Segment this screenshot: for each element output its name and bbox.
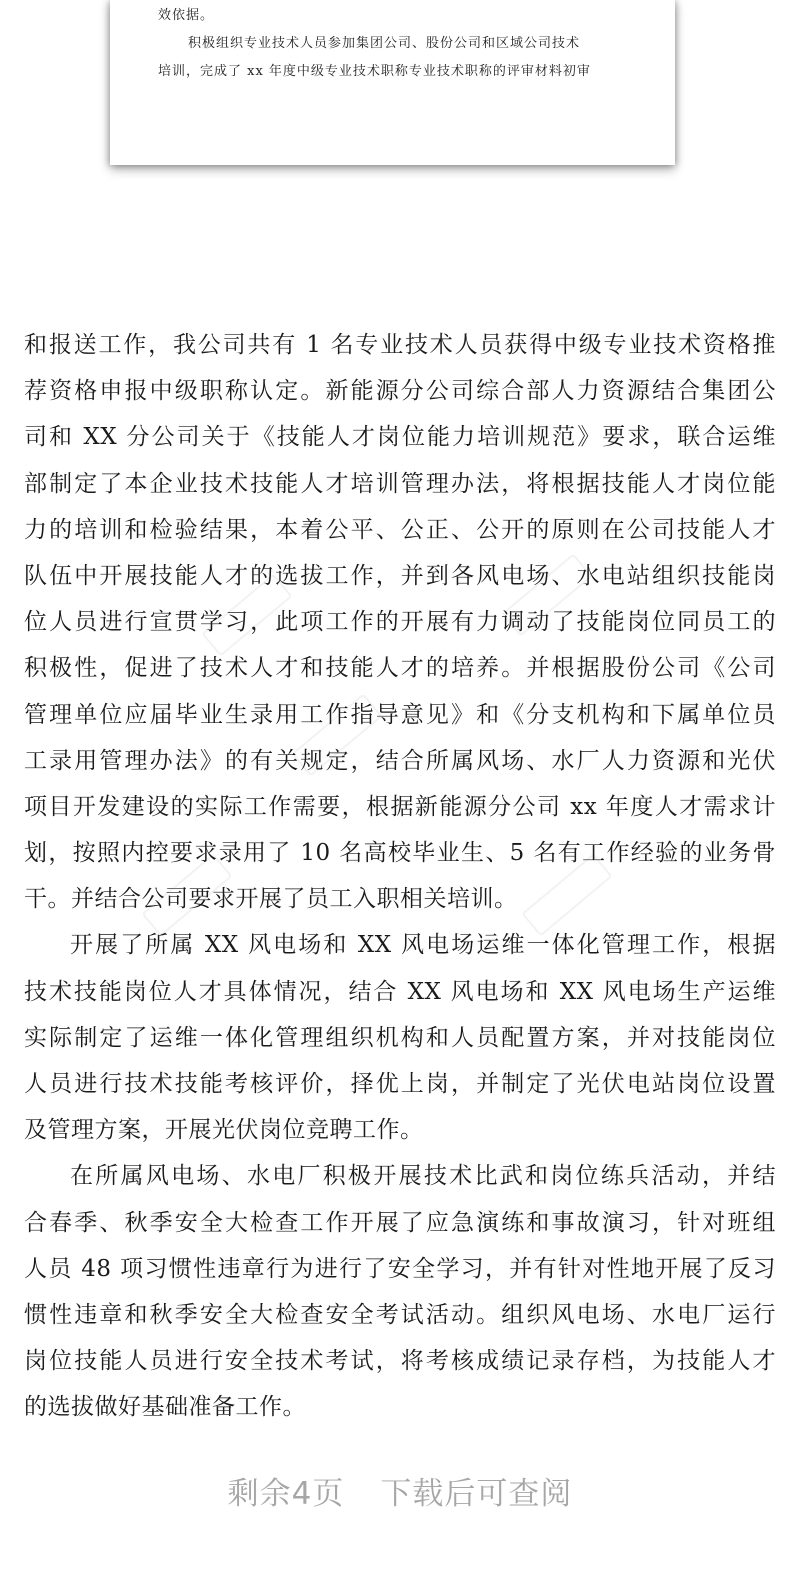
body-line: 的选拔做好基础准备工作。 — [24, 1394, 306, 1421]
body-line: 人员进行技术技能考核评价，择优上岗，并制定了光伏电站岗位设置 — [24, 1071, 776, 1097]
remaining-pages-notice[interactable] — [0, 1468, 800, 1513]
body-line: 人员 48 项习惯性违章行为进行了安全学习，并有针对性地开展了反习 — [24, 1255, 776, 1282]
body-line: 工录用管理办法》的有关规定，结合所属风场、水厂人力资源和光伏 — [24, 747, 776, 774]
body-line: 岗位技能人员进行安全技术考试，将考核成绩记录存档，为技能人才 — [24, 1348, 776, 1375]
body-line: 位人员进行宣贯学习，此项工作的开展有力调动了技能岗位同员工的 — [24, 609, 776, 636]
preview-line-2: 积极组织专业技术人员参加集团公司、股份公司和区域公司技术 — [188, 36, 581, 51]
body-line: 和报送工作，我公司共有 1 名专业技术人员获得中级专业技术资格推 — [24, 332, 776, 358]
body-line: 积极性，促进了技术人才和技能人才的培养。并根据股份公司《公司 — [24, 655, 776, 682]
body-line: 部制定了本企业技术技能人才培训管理办法，将根据技能人才岗位能 — [24, 470, 776, 497]
body-line: 惯性违章和秋季安全大检查安全考试活动。组织风电场、水电厂运行 — [24, 1301, 776, 1328]
body-line: 力的培训和检验结果，本着公平、公正、公开的原则在公司技能人才 — [24, 516, 776, 543]
preview-line-3: 培训，完成了 xx 年度中级专业技术职称专业技术职称的评审材料初审 — [158, 64, 591, 79]
body-line: 技术技能岗位人才具体情况，结合 XX 风电场和 XX 风电场生产运维 — [24, 978, 776, 1005]
body-line: 实际制定了运维一体化管理组织机构和人员配置方案，并对技能岗位 — [24, 1024, 776, 1051]
document-body — [24, 322, 776, 1431]
previous-page-preview — [110, 0, 675, 165]
body-line: 队伍中开展技能人才的选拔工作，并到各风电场、水电站组织技能岗 — [24, 562, 776, 589]
body-line: 合春季、秋季安全大检查工作开展了应急演练和事故演习，针对班组 — [24, 1209, 776, 1236]
body-line: 划，按照内控要求录用了 10 名高校毕业生、5 名有工作经验的业务骨 — [24, 840, 776, 867]
remaining-pages-count: 剩余4页 — [227, 1476, 345, 1512]
body-line: 及管理方案，开展光伏岗位竞聘工作。 — [24, 1117, 424, 1144]
body-line: 司和 XX 分公司关于《技能人才岗位能力培训规范》要求，联合运维 — [24, 424, 776, 451]
body-line: 管理单位应届毕业生录用工作指导意见》和《分支机构和下属单位员 — [24, 701, 776, 728]
body-line: 荐资格申报中级职称认定。新能源分公司综合部人力资源结合集团公 — [24, 378, 776, 405]
body-line: 在所属风电场、水电厂积极开展技术比武和岗位练兵活动，并结 — [70, 1163, 776, 1190]
preview-line-1: 效依据。 — [158, 8, 215, 23]
body-line: 项目开发建设的实际工作需要，根据新能源分公司 xx 年度人才需求计 — [24, 793, 776, 820]
body-line: 干。并结合公司要求开展了员工入职相关培训。 — [24, 886, 518, 913]
body-line: 开展了所属 XX 风电场和 XX 风电场运维一体化管理工作，根据 — [70, 932, 776, 959]
download-to-view-link[interactable]: 下载后可查阅 — [380, 1476, 573, 1512]
